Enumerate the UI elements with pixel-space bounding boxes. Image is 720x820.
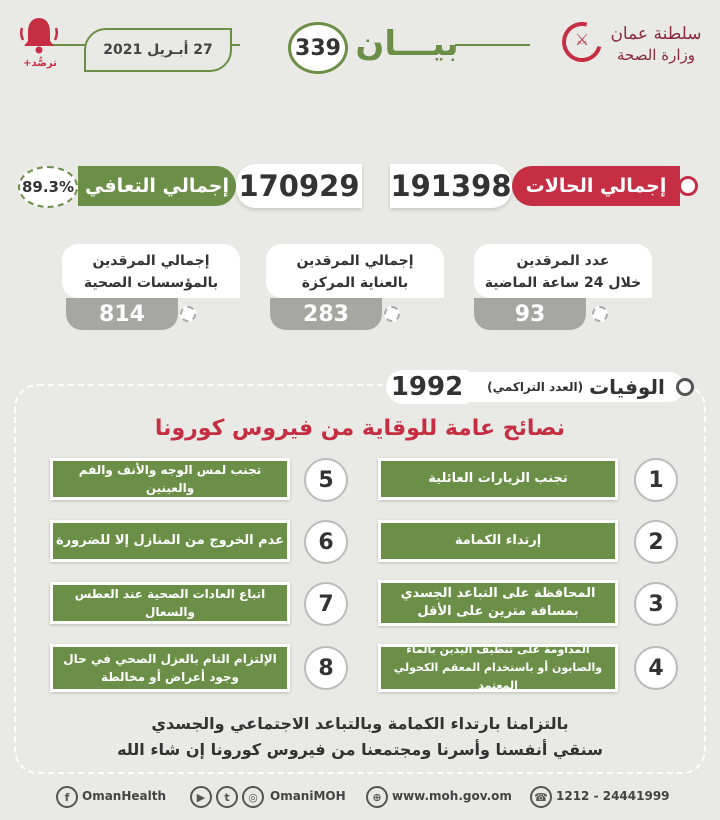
closing-line-2: سنقي أنفسنا وأسرنا ومجتمعنا من فيروس كورونا إن شاء الله (117, 740, 603, 759)
deaths-title: الوفيات (589, 375, 665, 399)
tip-number: 6 (304, 520, 348, 564)
twitter-icon[interactable]: t (216, 786, 238, 808)
deaths-value: 1992 (386, 370, 468, 404)
ministry-name: سلطنة عمان (610, 24, 702, 44)
tip-text: إرتداء الكمامة (378, 520, 618, 562)
tip-number: 2 (634, 520, 678, 564)
hospital-card-label: إجمالي المرقدين بالعناية المركزة (266, 244, 444, 298)
bullet-dot (592, 306, 608, 322)
tip-number: 5 (304, 458, 348, 502)
hospital-card-value: 93 (474, 298, 586, 330)
phone-number[interactable]: 1212 - 24441999 (556, 789, 670, 803)
recovery-rate-badge: 89.3% (18, 166, 78, 208)
cases-label: إجمالي الحالات (512, 166, 680, 206)
tip-number: 7 (304, 582, 348, 626)
instagram-icon[interactable]: ◎ (242, 786, 264, 808)
hospital-card-label: إجمالي المرقدين بالمؤسسات الصحية (62, 244, 240, 298)
hospital-card-value: 814 (66, 298, 178, 330)
tip-number: 1 (634, 458, 678, 502)
cases-value: 191398 (390, 164, 512, 208)
website-icon[interactable]: ⊕ (366, 786, 388, 808)
tip-number: 3 (634, 582, 678, 626)
statement-label: بيـــان (355, 24, 459, 64)
tip-text: عدم الخروج من المنازل إلا للضرورة (50, 520, 290, 562)
bullet-dot (180, 306, 196, 322)
recovered-label: إجمالي التعافي (78, 166, 236, 206)
tip-text: اتباع العادات الصحية عند العطس والسعال (50, 582, 290, 624)
facebook-icon[interactable]: f (56, 786, 78, 808)
statement-number: 339 (288, 22, 348, 74)
bullet-dot (676, 378, 694, 396)
website-url[interactable]: www.moh.gov.om (392, 789, 512, 803)
bullet-dot (678, 176, 698, 196)
advice-title: نصائح عامة للوقاية من فيروس كورونا (154, 416, 566, 441)
hospital-card (474, 244, 652, 330)
tip-number: 4 (634, 646, 678, 690)
tip-text: تجنب لمس الوجه والأنف والفم والعينين (50, 458, 290, 500)
hospital-card-value: 283 (270, 298, 382, 330)
deaths-label (468, 372, 684, 402)
facebook-handle[interactable]: OmanHealth (82, 789, 167, 803)
bullet-dot (384, 306, 400, 322)
tip-text: الإلتزام التام بالعزل الصحي في حال وجود أعراض أو مخالطة (50, 644, 290, 692)
youtube-icon[interactable]: ▶ (190, 786, 212, 808)
hospital-card-label: عدد المرقدين خلال 24 ساعة الماضية (474, 244, 652, 298)
date-text: 27 أبـريل 2021 (103, 42, 213, 58)
tip-text: تجنب الزيارات العائلية (378, 458, 618, 500)
ministry-department: وزارة الصحة (617, 46, 695, 64)
header-line (455, 44, 530, 46)
phone-icon[interactable]: ☎ (530, 786, 552, 808)
hospital-card (62, 244, 240, 330)
recovered-value: 170929 (236, 164, 362, 208)
hospital-card (266, 244, 444, 330)
deaths-subtitle: (العدد التراكمي) (487, 380, 584, 394)
tip-number: 8 (304, 646, 348, 690)
tip-text: المحافظة على التباعد الجسدي بمسافة مترين على الأقل (378, 580, 618, 626)
social-handle[interactable]: OmaniMOH (270, 789, 346, 803)
tarassud-label: ترصُّد+ (23, 58, 57, 69)
date-badge (84, 28, 232, 72)
khanjar-emblem-icon: ⚔ (574, 30, 590, 49)
closing-line-1: بالتزامنا بارتداء الكمامة وبالتباعد الاجتماعي والجسدي (151, 714, 569, 733)
bell-icon (18, 14, 60, 56)
tip-text: المداومة على تنظيف اليدين بالماء والصابون أو باستخدام المعقم الكحولي المعتمد (378, 644, 618, 692)
